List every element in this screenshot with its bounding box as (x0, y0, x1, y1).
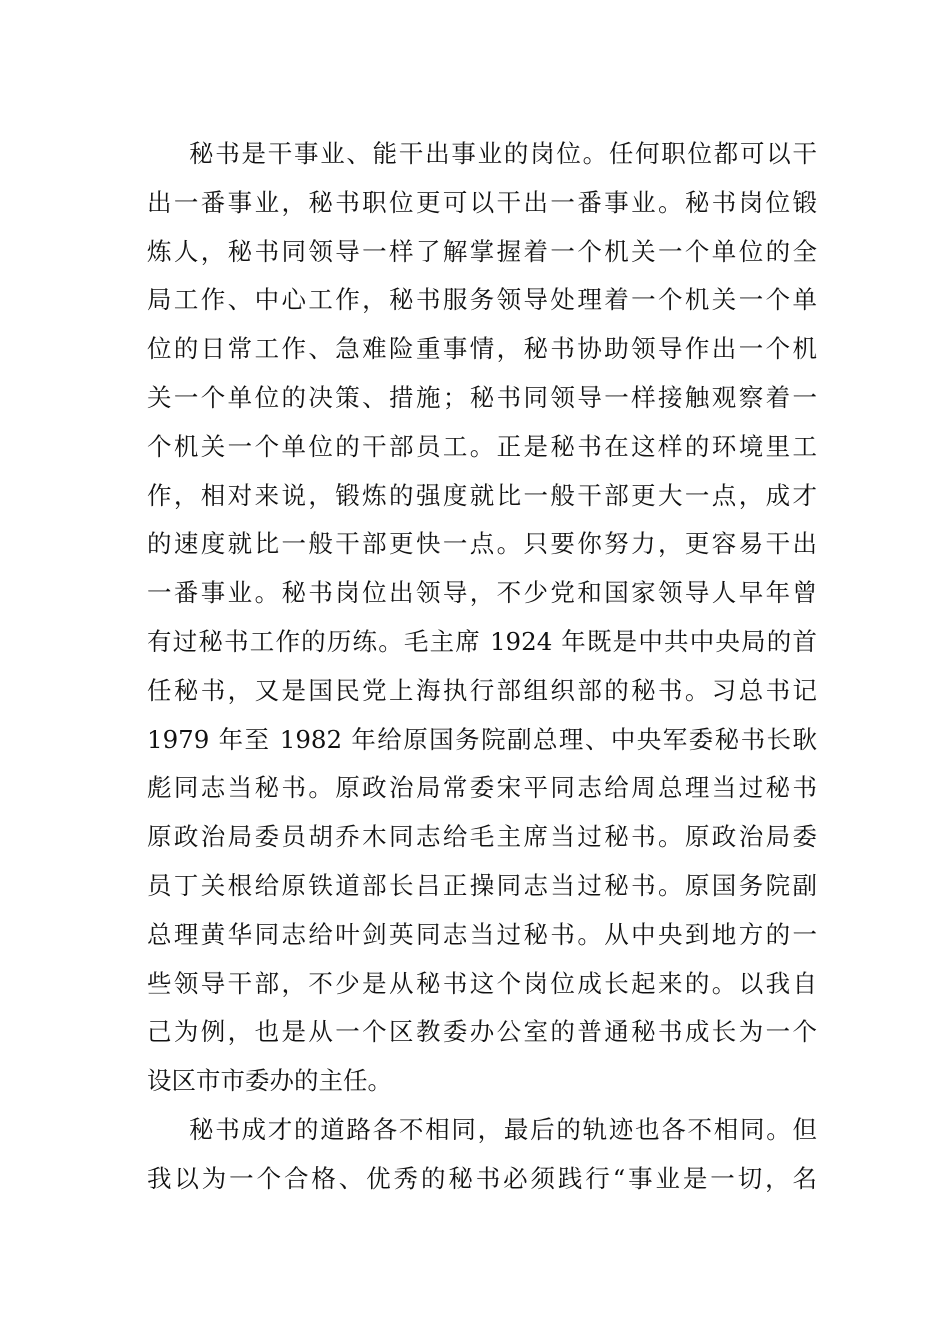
text-line: 秘书成才的道路各不相同，最后的轨迹也各不相同。但 (189, 1114, 817, 1144)
text-line: 有过秘书工作的历练。毛主席 1924 年既是中共中央局的首 (147, 626, 817, 656)
paragraph-1 (147, 130, 817, 1106)
text-line: 炼人，秘书同领导一样了解掌握着一个机关一个单位的全 (147, 236, 817, 266)
text-line: 设区市市委办的主任。 (147, 1066, 392, 1096)
text-line: 些领导干部，不少是从秘书这个岗位成长起来的。以我自 (147, 968, 817, 998)
text-line: 总理黄华同志给叶剑英同志当过秘书。从中央到地方的一 (147, 919, 817, 949)
text-line: 我以为一个合格、优秀的秘书必须践行“事业是一切，名 (147, 1163, 817, 1193)
text-line: 员丁关根给原铁道部长吕正操同志当过秘书。原国务院副 (147, 870, 817, 900)
text-line: 出一番事业，秘书职位更可以干出一番事业。秘书岗位锻 (147, 187, 817, 217)
text-line: 己为例，也是从一个区教委办公室的普通秘书成长为一个 (147, 1017, 817, 1047)
paragraph-2 (147, 1106, 817, 1204)
body-text (147, 130, 817, 1204)
text-line: 关一个单位的决策、措施；秘书同领导一样接触观察着一 (147, 382, 817, 412)
text-line: 任秘书，又是国民党上海执行部组织部的秘书。习总书记 (147, 675, 817, 705)
text-line: 1979 年至 1982 年给原国务院副总理、中央军委秘书长耿 (147, 724, 817, 754)
text-line: 彪同志当秘书。原政治局常委宋平同志给周总理当过秘书 (147, 773, 817, 803)
text-line: 秘书是干事业、能干出事业的岗位。任何职位都可以干 (189, 139, 817, 168)
text-line: 位的日常工作、急难险重事情，秘书协助领导作出一个机 (147, 334, 817, 364)
text-line: 一番事业。秘书岗位出领导，不少党和国家领导人早年曾 (147, 578, 817, 608)
text-line: 个机关一个单位的干部员工。正是秘书在这样的环境里工 (147, 431, 817, 461)
text-line: 原政治局委员胡乔木同志给毛主席当过秘书。原政治局委 (147, 822, 817, 852)
text-line: 的速度就比一般干部更快一点。只要你努力，更容易干出 (147, 529, 817, 559)
text-line: 作，相对来说，锻炼的强度就比一般干部更大一点，成才 (147, 480, 817, 510)
text-line: 局工作、中心工作，秘书服务领导处理着一个机关一个单 (147, 285, 817, 315)
